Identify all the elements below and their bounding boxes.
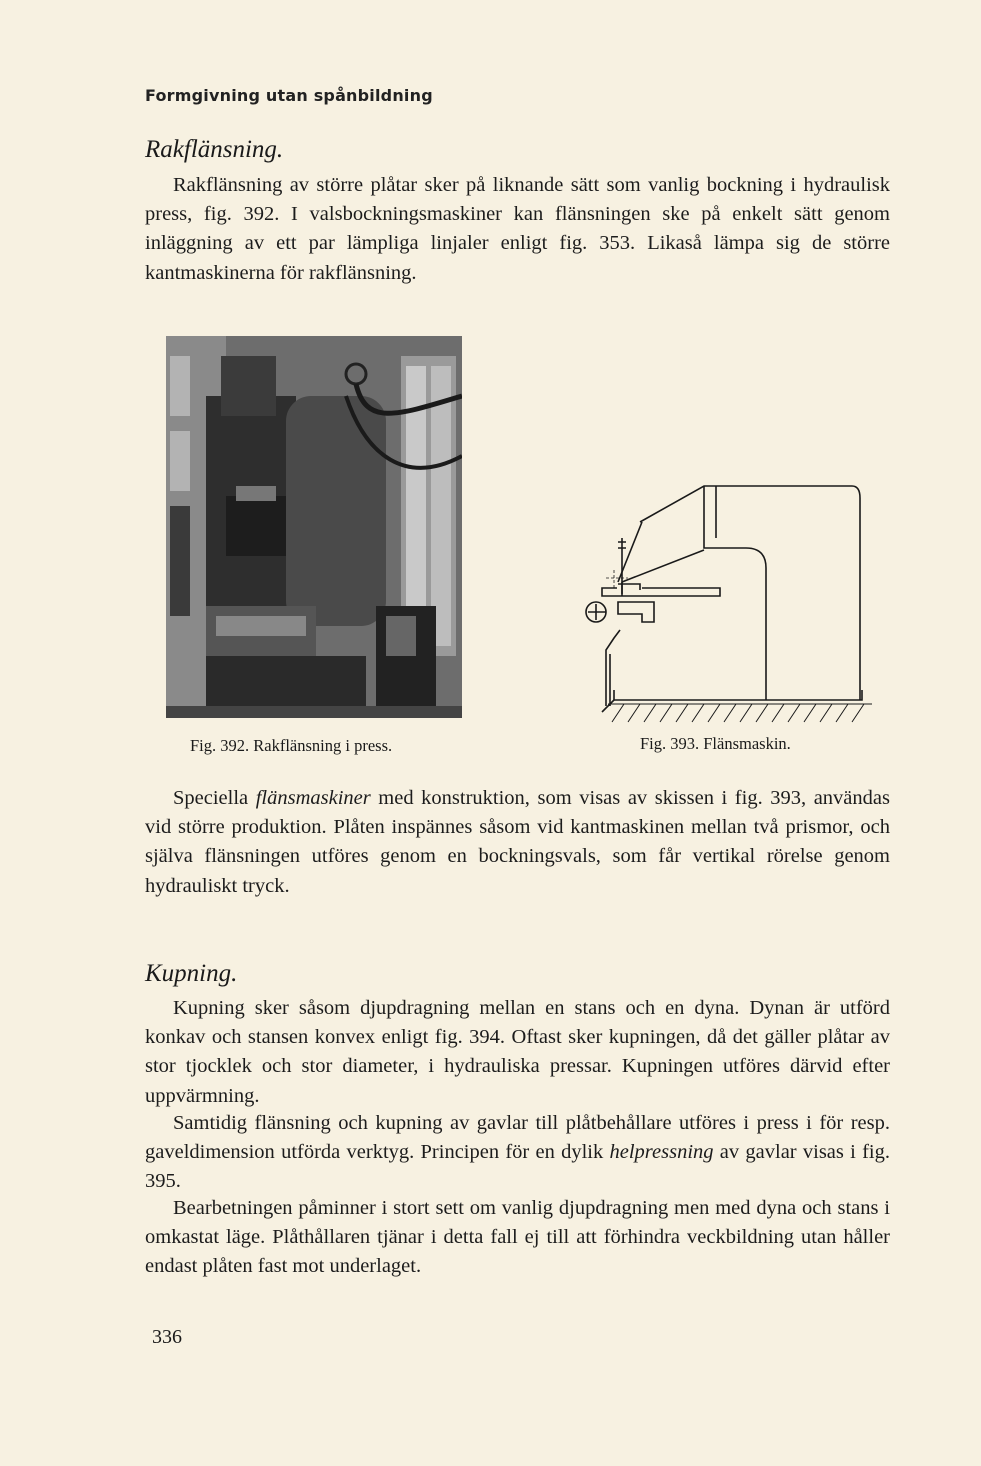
paragraph-flansmaskiner: Speciella flänsmaskiner med konstruktion, som visas av skissen i fig. 393, användas vid större produktion. Plåten inspännes såsom vid kantmaskinen mellan två prismor, och själva flänsningen utföres genom en bockningsvals, som får vertikal rörelse genom hydrauliskt tryck. <box>145 787 890 897</box>
section-title-kupning: Kupning. <box>145 960 238 987</box>
flange-machine-diagram <box>562 478 874 724</box>
paragraph-kupning-2: Samtidig flänsning och kupning av gavlar till plåtbehållare utföres i press i för resp. gaveldimension utförda verktyg. Principen för en dylik helpressning av gavlar visas i fig. 395. <box>145 1112 890 1193</box>
paragraph-rakflansning: Rakflänsning av större plåtar sker på liknande sätt som vanlig bockning i hydraulisk press, fig. 392. I valsbockningsmaskiner kan flänsningen ske på enkelt sätt genom inläggning av ett par lämpliga linjaler enligt fig. 353. Likaså lämpa sig de större kantmaskinerna för rakflänsning. <box>145 174 890 284</box>
emphasis-helpressning: helpressning <box>609 1141 714 1164</box>
figure-caption-393: Fig. 393. Flänsmaskin. <box>640 734 791 753</box>
section-title-rakflansning: Rakflänsning. <box>145 136 284 163</box>
running-head: Formgivning utan spånbildning <box>145 86 433 105</box>
paragraph-kupning-3: Bearbetningen påminner i stort sett om vanlig djupdragning men med dyna och stans i omkastat läge. Plåthållaren tjänar i detta fall ej till att förhindra veckbildning utan håller endast plåten fast mot underlaget. <box>145 1197 890 1278</box>
page-number: 336 <box>152 1326 182 1348</box>
emphasis-flansmaskiner: flänsmaskiner <box>255 787 371 809</box>
press-photo-image <box>166 336 462 718</box>
figure-caption-392: Fig. 392. Rakflänsning i press. <box>190 736 393 755</box>
paragraph-kupning-1: Kupning sker såsom djupdragning mellan en stans och en dyna. Dynan är utförd konkav och stansen konvex enligt fig. 394. Oftast sker kupningen, då det gäller plåtar av stor tjocklek och stor diameter, i hydrauliska pressar. Kupningen utföres därvid efter uppvärmning. <box>145 997 890 1107</box>
